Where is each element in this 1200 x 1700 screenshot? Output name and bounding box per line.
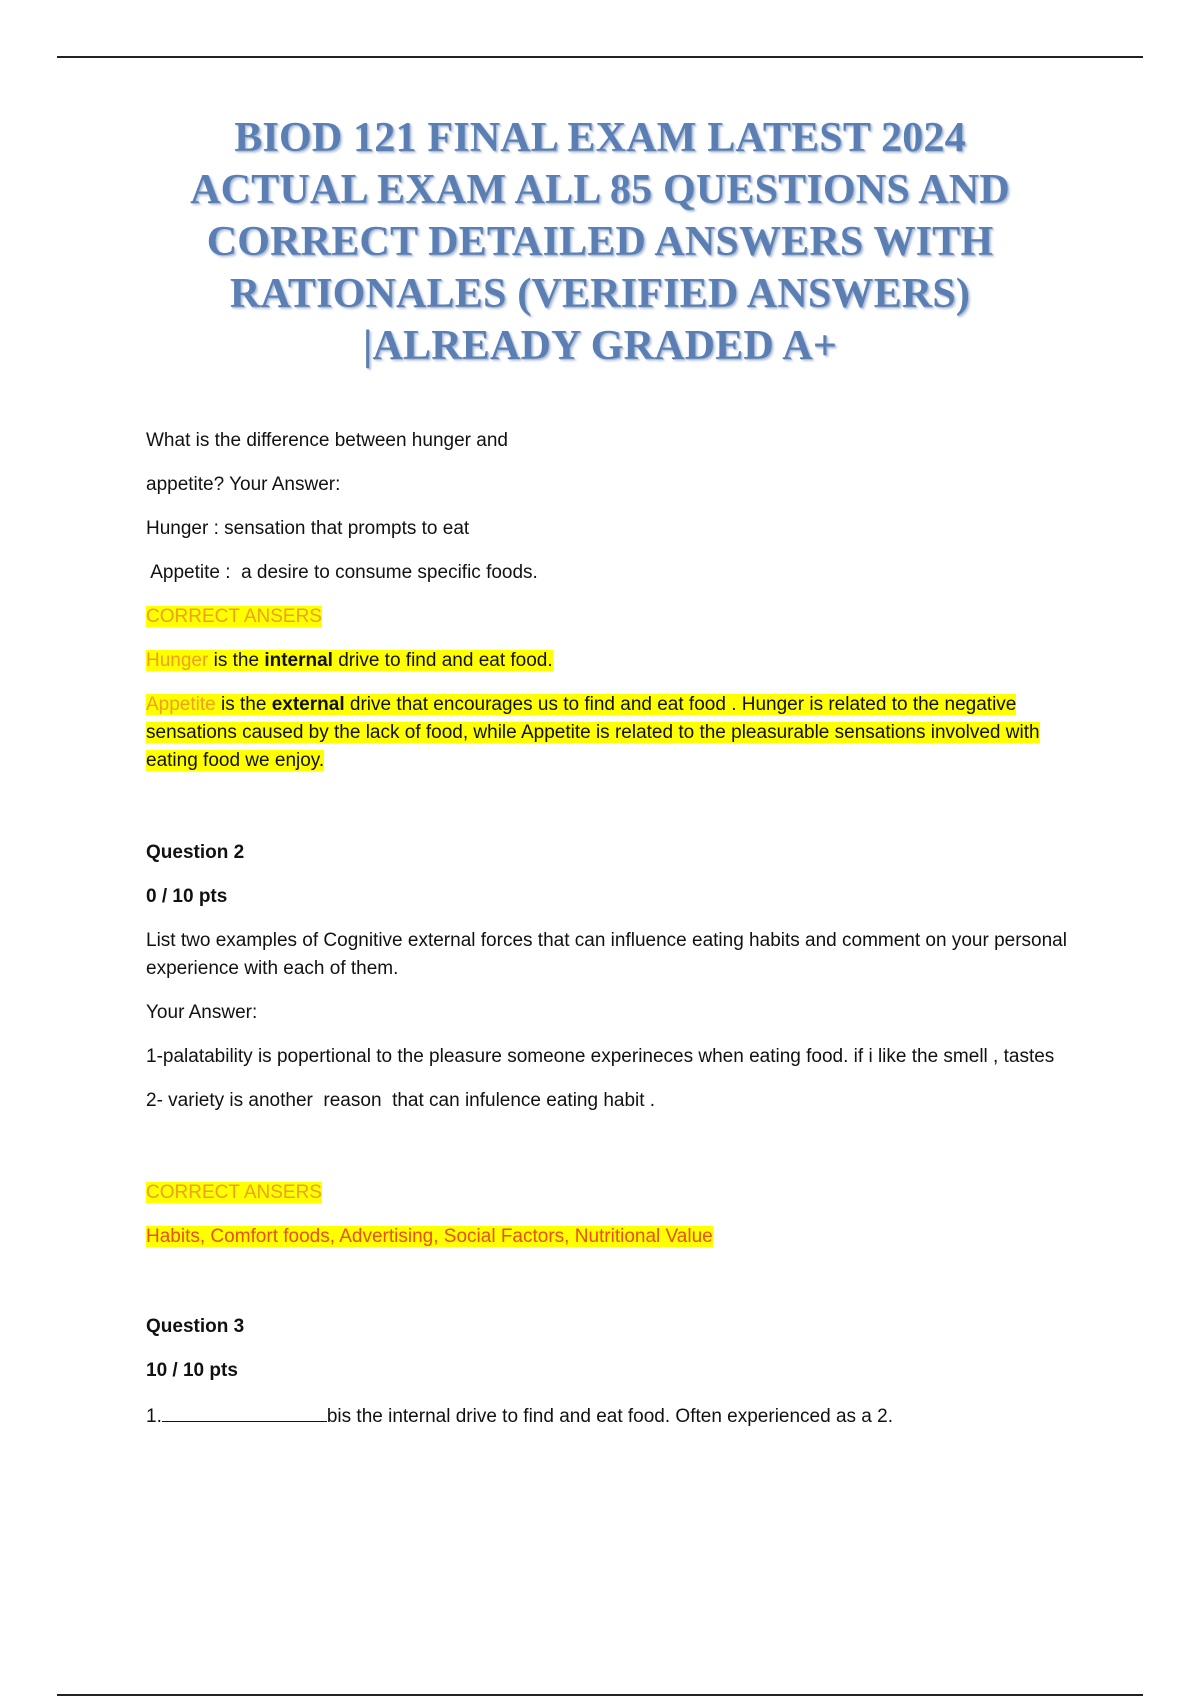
q2-correct-label: CORRECT ANSERS: [146, 1182, 322, 1203]
bottom-rule: [57, 1694, 1143, 1696]
q1-correct-label-line: [146, 603, 1086, 631]
q1-appetite-post: drive that encourages us to find and eat food . Hunger is related to the negative sensations caused by the lack of food, while Appetite is related to the pleasurable sensations involved with eating food we enjoy.: [146, 694, 1040, 771]
q2-heading: Question 2: [146, 842, 245, 863]
question-3: [146, 1313, 1086, 1431]
q2-correct-text: Habits, Comfort foods, Advertising, Social Factors, Nutritional Value: [146, 1226, 713, 1247]
question-2: [146, 839, 1086, 1251]
document-body: [146, 427, 1086, 1431]
document-title: BIOD 121 FINAL EXAM LATEST 2024 ACTUAL EXAM ALL 85 QUESTIONS AND CORRECT DETAILED ANSWERS WITH RATIONALES (VERIFIED ANSWERS) |ALREADY GRADED A+: [190, 115, 1010, 369]
q1-question-line2: appetite? Your Answer:: [146, 474, 341, 495]
q3-question: [146, 1401, 1086, 1431]
q1-appetite-term: Appetite: [146, 694, 216, 715]
q2-answer-1: 1-palatability is popertional to the pleasure someone experineces when eating food. if i like the smell , tastes: [146, 1046, 1055, 1067]
q1-hunger-pre: is the: [208, 650, 265, 671]
q2-answer-2: 2- variety is another reason that can infulence eating habit .: [146, 1090, 656, 1111]
q1-hunger-bold: internal: [264, 650, 333, 671]
q3-number: 1.: [146, 1406, 162, 1427]
q3-text: bis the internal drive to find and eat food. Often experienced as a 2.: [326, 1406, 893, 1427]
question-1: [146, 427, 1086, 775]
q1-correct-label: CORRECT ANSERS: [146, 606, 322, 627]
q1-correct-hunger: [146, 647, 1086, 675]
q2-correct-label-line: [146, 1179, 1086, 1207]
q1-appetite-pre: is the: [215, 694, 272, 715]
q2-your-answer-label: Your Answer:: [146, 1002, 258, 1023]
q1-hunger-term: Hunger: [146, 650, 209, 671]
fill-in-blank: [162, 1401, 327, 1422]
q3-heading: Question 3: [146, 1316, 245, 1337]
q1-question-line1: What is the difference between hunger and: [146, 430, 508, 451]
q1-answer-hunger: Hunger : sensation that prompts to eat: [146, 518, 470, 539]
q2-prompt: List two examples of Cognitive external forces that can influence eating habits and comment on your personal experience with each of them.: [146, 930, 1067, 979]
q1-appetite-bold: external: [271, 694, 345, 715]
q2-points: 0 / 10 pts: [146, 886, 228, 907]
q2-correct-line: [146, 1223, 1086, 1251]
q1-answer-appetite: Appetite : a desire to consume specific foods.: [146, 562, 538, 583]
q1-correct-appetite: [146, 691, 1086, 775]
top-rule: [57, 56, 1143, 58]
q3-points: 10 / 10 pts: [146, 1360, 238, 1381]
q1-hunger-post: drive to find and eat food.: [332, 650, 553, 671]
